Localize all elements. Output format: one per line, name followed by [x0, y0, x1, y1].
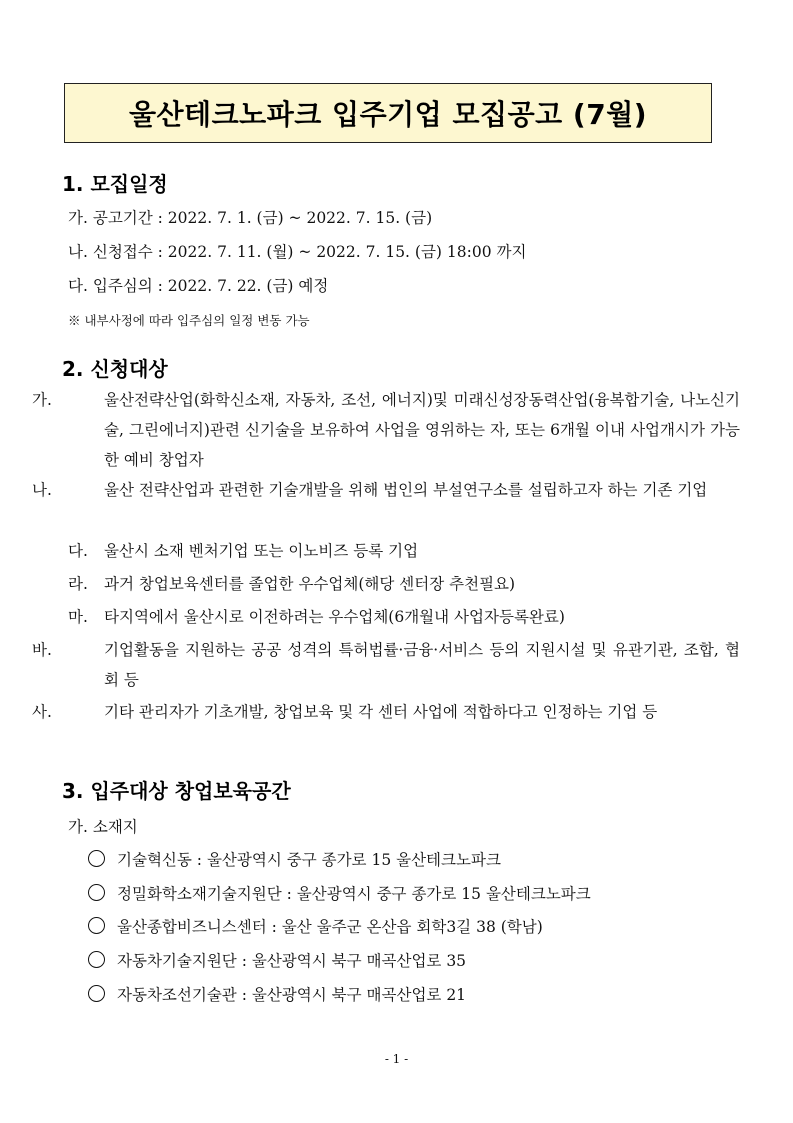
- item-text: 울산시 소재 벤처기업 또는 이노비즈 등록 기업: [104, 542, 419, 560]
- eligibility-item: [68, 602, 704, 632]
- section-heading-schedule: 1. 모집일정: [62, 172, 168, 196]
- item-marker: 가.: [68, 818, 88, 836]
- item-marker: 나.: [32, 481, 52, 499]
- item-text: 타지역에서 울산시로 이전하려는 우수업체(6개월내 사업자등록완료): [104, 608, 565, 626]
- eligibility-item: [32, 385, 740, 475]
- location-item: [88, 915, 543, 937]
- location-item: [88, 983, 466, 1005]
- title-box: [64, 83, 712, 143]
- location-item: [88, 848, 501, 870]
- location-text: 울산종합비즈니스센터 : 울산 울주군 온산읍 회학3길 38 (학남): [117, 918, 543, 936]
- item-marker: 다.: [68, 542, 88, 560]
- item-text: 울산 전략산업과 관련한 기술개발을 위해 법인의 부설연구소를 설립하고자 하는 기존 기업: [104, 481, 708, 499]
- item-text: 신청접수 : 2022. 7. 11. (월) ~ 2022. 7. 15. (금) 18:00 까지: [92, 243, 527, 261]
- location-text: 기술혁신동 : 울산광역시 중구 종가로 15 울산테크노파크: [117, 851, 501, 869]
- item-text: 과거 창업보육센터를 졸업한 우수업체(해당 센터장 추천필요): [104, 575, 516, 593]
- item-text: 공고기간 : 2022. 7. 1. (금) ~ 2022. 7. 15. (금): [92, 209, 433, 227]
- schedule-item: [68, 240, 526, 262]
- location-text: 자동차조선기술관 : 울산광역시 북구 매곡산업로 21: [117, 986, 467, 1004]
- item-marker: 사.: [32, 703, 52, 721]
- item-text: 소재지: [92, 818, 138, 836]
- item-text: 울산전략산업(화학신소재, 자동차, 조선, 에너지)및 미래신성장동력산업(융복합기술, 나노신기술, 그린에너지)관련 신기술을 보유하여 사업을 영위하는 자, 또는 6개월 이내 사업개시가 가능한 예비 창업자: [104, 391, 740, 469]
- schedule-item: [68, 274, 328, 296]
- item-text: 입주심의 : 2022. 7. 22. (금) 예정: [92, 277, 329, 295]
- item-text: 기업활동을 지원하는 공공 성격의 특허법률·금융·서비스 등의 지원시설 및 유관기관, 조합, 협회 등: [104, 641, 740, 689]
- eligibility-item: [32, 475, 740, 505]
- eligibility-item: [68, 569, 704, 599]
- item-text: 기타 관리자가 기초개발, 창업보육 및 각 센터 사업에 적합하다고 인정하는 기업 등: [104, 703, 658, 721]
- item-marker: 나.: [68, 243, 88, 261]
- spaces-subheading: [68, 815, 138, 837]
- eligibility-item: [32, 697, 740, 727]
- circle-bullet-icon: [88, 985, 105, 1002]
- eligibility-item: [32, 635, 740, 695]
- eligibility-item: [68, 536, 704, 566]
- item-marker: 가.: [32, 391, 52, 409]
- item-marker: 마.: [68, 608, 88, 626]
- item-marker: 바.: [32, 641, 52, 659]
- item-marker: 다.: [68, 277, 88, 295]
- item-marker: 가.: [68, 209, 88, 227]
- page-title: 울산테크노파크 입주기업 모집공고 (7월): [128, 98, 648, 131]
- circle-bullet-icon: [88, 917, 105, 934]
- schedule-item: [68, 206, 432, 228]
- schedule-note: ※ 내부사정에 따라 입주심의 일정 변동 가능: [68, 313, 310, 328]
- location-item: [88, 882, 591, 904]
- section-heading-spaces: 3. 입주대상 창업보육공간: [62, 779, 291, 803]
- circle-bullet-icon: [88, 850, 105, 867]
- section-heading-eligibility: 2. 신청대상: [62, 357, 168, 381]
- circle-bullet-icon: [88, 884, 105, 901]
- location-text: 자동차기술지원단 : 울산광역시 북구 매곡산업로 35: [117, 952, 467, 970]
- circle-bullet-icon: [88, 951, 105, 968]
- item-marker: 라.: [68, 575, 88, 593]
- page-number: - 1 -: [384, 1052, 409, 1066]
- location-text: 정밀화학소재기술지원단 : 울산광역시 중구 종가로 15 울산테크노파크: [117, 885, 591, 903]
- location-item: [88, 949, 466, 971]
